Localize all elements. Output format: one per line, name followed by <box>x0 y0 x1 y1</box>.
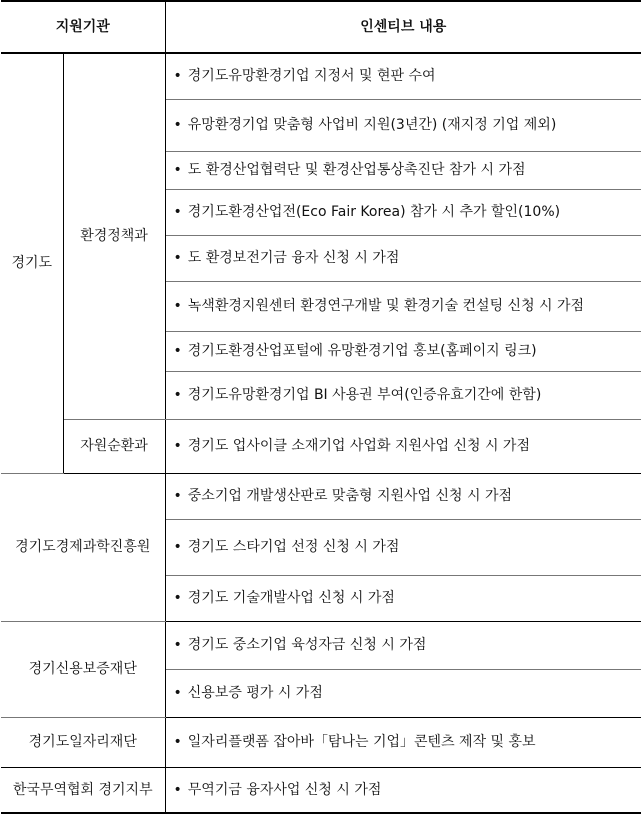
header-row <box>1 1 641 53</box>
incentive-text: 신용보증 평가 시 가점 <box>187 685 323 701</box>
bullet-icon: • <box>173 298 182 314</box>
bullet-icon: • <box>173 438 182 454</box>
incentive-item <box>165 371 641 419</box>
incentive-text: 경기도유망환경기업 지정서 및 현판 수여 <box>187 68 436 85</box>
incentive-item <box>165 99 641 151</box>
incentive-item <box>165 189 641 235</box>
header-agency: 지원기관 <box>1 1 165 53</box>
incentive-item <box>165 151 641 189</box>
table-body <box>1 53 641 813</box>
table-row <box>1 767 641 813</box>
incentive-table <box>1 0 641 814</box>
incentive-text: 무역기금 융자사업 신청 시 가점 <box>187 781 382 798</box>
dept-cell: 환경정책과 <box>63 53 165 419</box>
agency-cell: 한국무역협회 경기지부 <box>1 767 165 813</box>
bullet-icon: • <box>173 343 182 359</box>
incentive-text: 경기도유망환경기업 BI 사용권 부여(인증유효기간에 한함) <box>187 387 542 403</box>
bullet-icon: • <box>173 488 182 504</box>
bullet-icon: • <box>173 685 182 701</box>
incentive-text: 일자리플랫폼 잡아바「탐나는 기업」콘텐츠 제작 및 홍보 <box>187 734 536 750</box>
incentive-text: 경기도 업사이클 소재기업 사업화 지원사업 신청 시 가점 <box>187 438 530 454</box>
incentive-item <box>165 419 641 473</box>
table-row <box>1 473 641 519</box>
bullet-icon: • <box>173 250 182 266</box>
bullet-icon: • <box>173 162 182 178</box>
incentive-text: 녹색환경지원센터 환경연구개발 및 환경기술 컨설팅 신청 시 가점 <box>187 298 585 314</box>
incentive-item <box>165 235 641 281</box>
bullet-icon: • <box>173 68 182 85</box>
bullet-icon: • <box>173 539 182 555</box>
bullet-icon: • <box>173 590 182 606</box>
incentive-item <box>165 575 641 621</box>
incentive-text: 경기도환경산업포털에 유망환경기업 홍보(홈페이지 링크) <box>187 343 537 359</box>
incentive-item <box>165 669 641 717</box>
incentive-text: 경기도 스타기업 선정 신청 시 가점 <box>187 539 400 555</box>
dept-cell: 자원순환과 <box>63 419 165 473</box>
incentive-text: 경기도 중소기업 육성자금 신청 시 가점 <box>187 637 427 653</box>
agency-cell: 경기신용보증재단 <box>1 621 165 717</box>
incentive-text: 경기도환경산업전(Eco Fair Korea) 참가 시 추가 할인(10%) <box>187 204 561 220</box>
incentive-text: 도 환경보전기금 융자 신청 시 가점 <box>187 250 400 266</box>
incentive-text: 중소기업 개발생산판로 맞춤형 지원사업 신청 시 가점 <box>187 488 513 504</box>
incentive-item <box>165 281 641 331</box>
agency-cell: 경기도 <box>1 53 63 473</box>
incentive-item <box>165 519 641 575</box>
incentive-text: 경기도 기술개발사업 신청 시 가점 <box>187 590 395 606</box>
bullet-icon: • <box>173 734 182 750</box>
incentive-text: 도 환경산업협력단 및 환경산업통상촉진단 참가 시 가점 <box>187 162 526 178</box>
incentive-item <box>165 767 641 813</box>
bullet-icon: • <box>173 117 182 133</box>
incentive-item <box>165 717 641 767</box>
incentive-item <box>165 473 641 519</box>
incentive-item <box>165 331 641 371</box>
bullet-icon: • <box>173 637 182 653</box>
table-row <box>1 53 641 99</box>
table-row <box>1 717 641 767</box>
incentive-text: 유망환경기업 맞춤형 사업비 지원(3년간) (재지정 기업 제외) <box>187 117 557 133</box>
incentive-item <box>165 621 641 669</box>
bullet-icon: • <box>173 781 182 798</box>
incentive-item <box>165 53 641 99</box>
agency-cell: 경기도경제과학진흥원 <box>1 473 165 621</box>
table-row <box>1 419 641 473</box>
table-row <box>1 621 641 669</box>
bullet-icon: • <box>173 387 182 403</box>
header-content: 인센티브 내용 <box>165 1 641 53</box>
agency-cell: 경기도일자리재단 <box>1 717 165 767</box>
bullet-icon: • <box>173 204 182 220</box>
